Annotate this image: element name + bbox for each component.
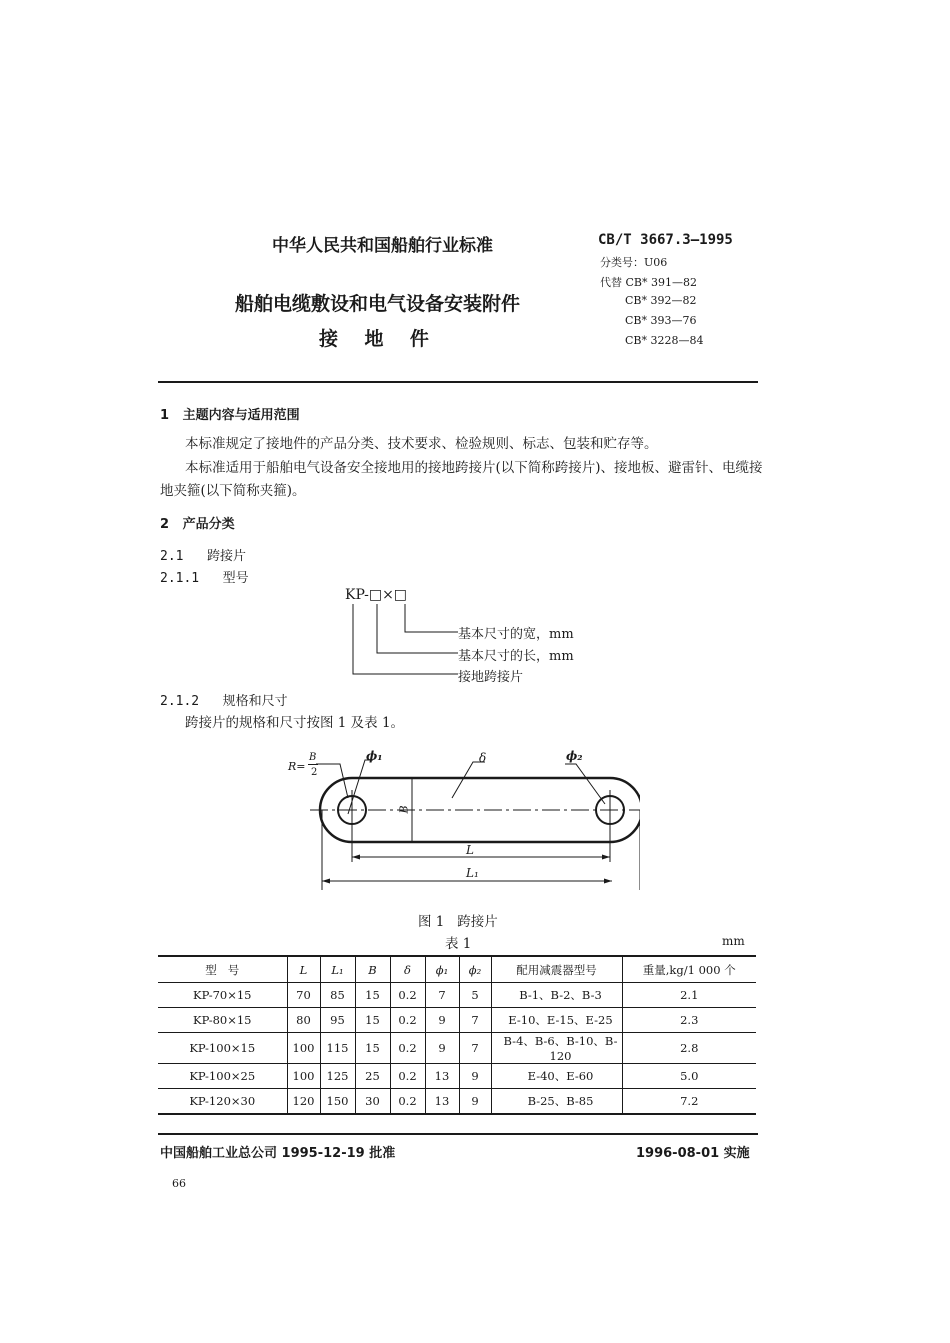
replaces-line-2: CB* 392—82 (625, 294, 697, 307)
header-damper-model: 配用减震器型号 (491, 956, 622, 983)
cell-delta: 0.2 (390, 983, 425, 1008)
model-code: KP-□×□ (345, 587, 408, 603)
cell-delta: 0.2 (390, 1089, 425, 1115)
cell-weight: 2.3 (622, 1008, 756, 1033)
header-l1: L₁ (320, 956, 355, 983)
cell-l: 100 (287, 1033, 320, 1064)
cell-l1: 125 (320, 1064, 355, 1089)
cell-phi1: 9 (425, 1008, 459, 1033)
replaces-line-3: CB* 393—76 (625, 314, 697, 327)
cell-model: KP-80×15 (158, 1008, 287, 1033)
cell-b: 25 (355, 1064, 390, 1089)
cell-delta: 0.2 (390, 1033, 425, 1064)
effective-date: 1996-08-01 实施 (636, 1146, 750, 1161)
table-row (158, 1008, 756, 1033)
radius-fraction-bar (308, 764, 318, 765)
header-l: L (287, 956, 320, 983)
table-unit: mm (722, 934, 745, 948)
table-row (158, 983, 756, 1008)
cell-l1: 150 (320, 1089, 355, 1115)
cell-phi1: 9 (425, 1033, 459, 1064)
phi2-leader (565, 764, 605, 804)
header-model: 型 号 (158, 956, 287, 983)
cell-damper: E-40、E-60 (491, 1064, 622, 1089)
cell-weight: 7.2 (622, 1089, 756, 1115)
cell-l1: 95 (320, 1008, 355, 1033)
section-2-heading: 2 产品分类 (160, 517, 235, 532)
spec-table (158, 955, 756, 1115)
cell-phi2: 9 (459, 1064, 491, 1089)
page-number: 66 (172, 1177, 186, 1190)
org-title: 中华人民共和国船舶行业标准 (272, 236, 493, 256)
radius-label: R= (288, 760, 306, 773)
cell-phi2: 7 (459, 1008, 491, 1033)
cell-weight: 2.1 (622, 983, 756, 1008)
section-1-paragraph-2-line-1: 本标准适用于船舶电气设备安全接地用的接地跨接片(以下简称跨接片)、接地板、避雷针、电缆接 (185, 460, 763, 476)
table-row (158, 1064, 756, 1089)
cell-b: 15 (355, 983, 390, 1008)
header-weight: 重量,kg/1 000 个 (622, 956, 756, 983)
subsection-2-1-2: 2.1.2 规格和尺寸 (160, 694, 288, 709)
standard-number: CB/T 3667.3—1995 (598, 232, 733, 248)
cell-damper: B-1、B-2、B-3 (491, 983, 622, 1008)
cell-l: 70 (287, 983, 320, 1008)
cell-delta: 0.2 (390, 1008, 425, 1033)
cell-model: KP-70×15 (158, 983, 287, 1008)
radius-denominator: 2 (311, 767, 318, 778)
cell-b: 15 (355, 1033, 390, 1064)
cell-b: 15 (355, 1008, 390, 1033)
legend-width: 基本尺寸的宽，mm (458, 627, 574, 642)
cell-delta: 0.2 (390, 1064, 425, 1089)
cell-phi2: 5 (459, 983, 491, 1008)
approval-line: 中国船舶工业总公司 1995-12-19 批准 (160, 1146, 396, 1161)
delta-label: δ (479, 751, 487, 765)
section-1-paragraph-2-line-2: 地夹箍(以下简称夹箍)。 (160, 483, 306, 499)
cell-damper: B-25、B-85 (491, 1089, 622, 1115)
phi1-label: ϕ₁ (366, 749, 383, 763)
cell-l1: 115 (320, 1033, 355, 1064)
b-label: B (397, 805, 411, 814)
cell-phi1: 13 (425, 1064, 459, 1089)
header-phi2: ϕ₂ (459, 956, 491, 983)
cell-l: 100 (287, 1064, 320, 1089)
phi2-label: ϕ₂ (566, 749, 583, 763)
standard-title: 船舶电缆敷设和电气设备安装附件 (235, 293, 521, 315)
legend-product: 接地跨接片 (458, 670, 524, 685)
header-delta: δ (390, 956, 425, 983)
model-code-leader-lines (340, 600, 460, 685)
radius-leader (316, 764, 348, 798)
classification-number: 分类号：U06 (600, 256, 668, 269)
l-label: L (466, 843, 474, 857)
header-phi1: ϕ₁ (425, 956, 459, 983)
legend-length: 基本尺寸的长，mm (458, 649, 574, 664)
footer-divider (158, 1133, 758, 1135)
subsection-2-1: 2.1 跨接片 (160, 549, 246, 564)
table-row (158, 1089, 756, 1115)
subsection-2-1-2-text: 跨接片的规格和尺寸按图 1 及表 1。 (185, 715, 405, 731)
cell-l: 80 (287, 1008, 320, 1033)
standard-subtitle: 接 地 件 (319, 328, 429, 350)
delta-leader (452, 762, 485, 798)
subsection-2-1-1: 2.1.1 型号 (160, 571, 249, 586)
cell-l1: 85 (320, 983, 355, 1008)
radius-numerator: B (309, 752, 317, 763)
header-b: B (355, 956, 390, 983)
cell-damper: B-4、B-6、B-10、B-120 (491, 1033, 622, 1064)
jumper-plate-drawing (280, 740, 640, 900)
table-row (158, 1033, 756, 1064)
cell-phi1: 13 (425, 1089, 459, 1115)
section-1-heading: 1 主题内容与适用范围 (160, 408, 300, 423)
cell-model: KP-100×25 (158, 1064, 287, 1089)
l1-label: L₁ (466, 866, 479, 880)
cell-model: KP-120×30 (158, 1089, 287, 1115)
cell-model: KP-100×15 (158, 1033, 287, 1064)
replaces-line-1: 代替 CB* 391—82 (600, 276, 697, 289)
header-divider (158, 381, 758, 383)
cell-phi2: 9 (459, 1089, 491, 1115)
table-caption: 表 1 (445, 936, 472, 952)
figure-caption: 图 1 跨接片 (418, 914, 498, 930)
section-1-paragraph-1: 本标准规定了接地件的产品分类、技术要求、检验规则、标志、包装和贮存等。 (185, 436, 658, 452)
cell-weight: 2.8 (622, 1033, 756, 1064)
table-header-row (158, 956, 756, 983)
cell-weight: 5.0 (622, 1064, 756, 1089)
replaces-line-4: CB* 3228—84 (625, 334, 704, 347)
cell-l: 120 (287, 1089, 320, 1115)
cell-phi1: 7 (425, 983, 459, 1008)
cell-b: 30 (355, 1089, 390, 1115)
cell-damper: E-10、E-15、E-25 (491, 1008, 622, 1033)
cell-phi2: 7 (459, 1033, 491, 1064)
